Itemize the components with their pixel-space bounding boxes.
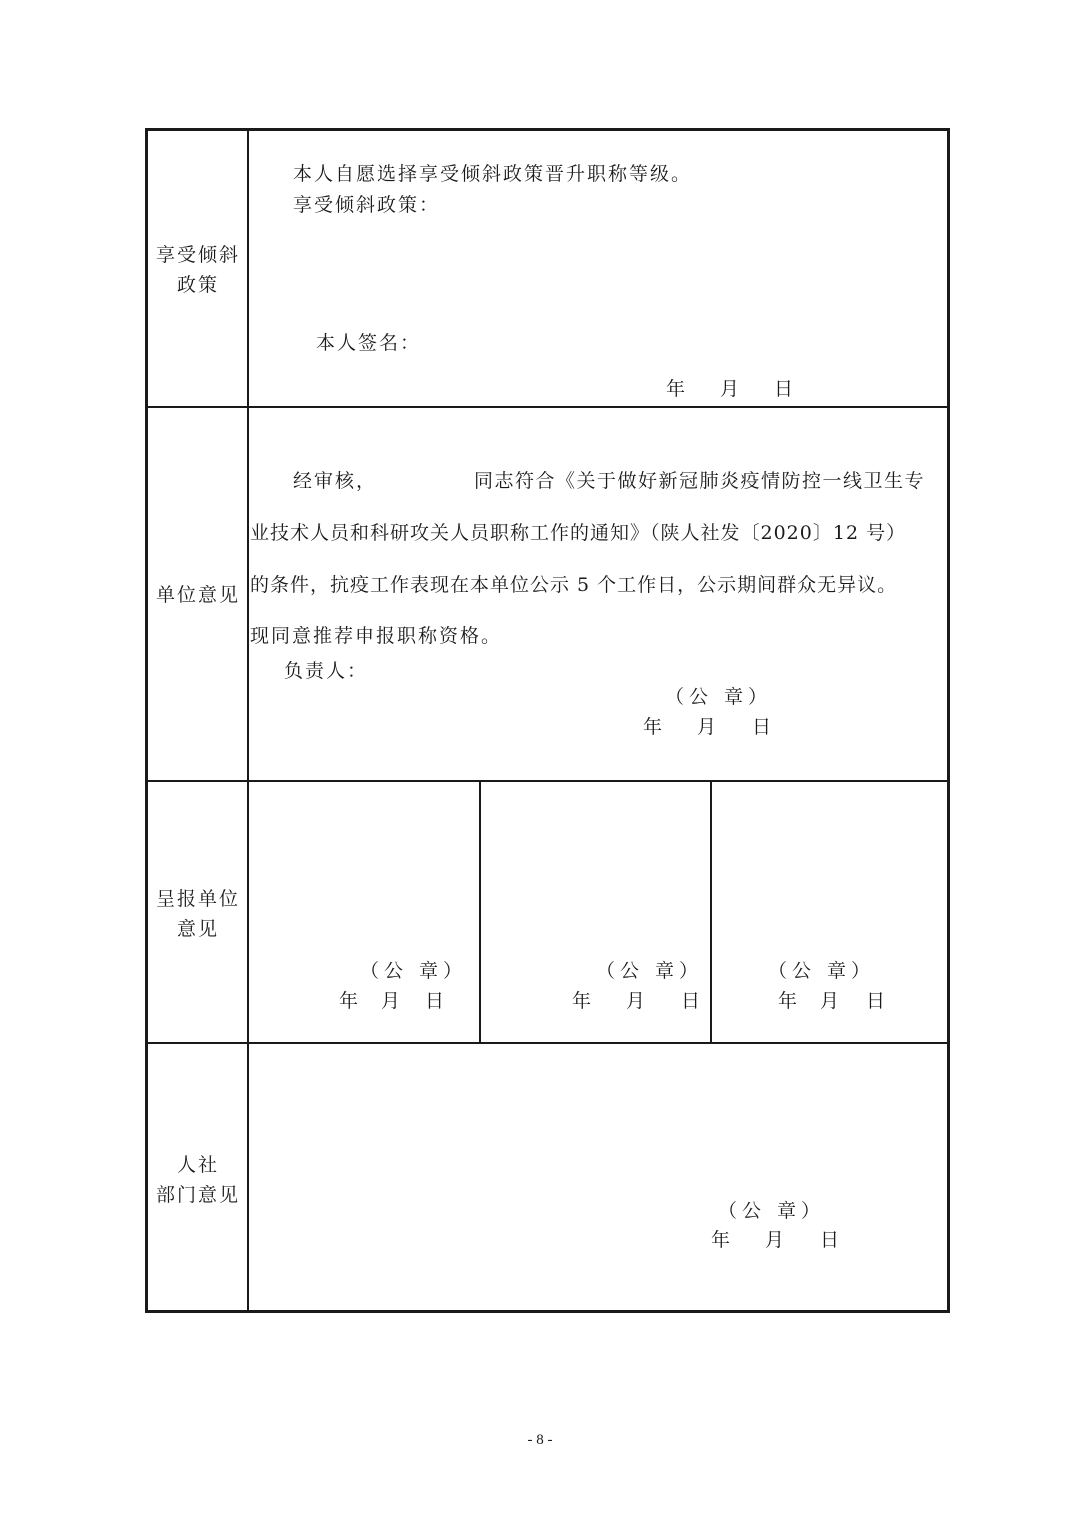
- policy-date-day: 日: [774, 378, 794, 400]
- form-table: [145, 128, 950, 1313]
- unit-opinion-seal: （公 章）: [665, 686, 773, 708]
- row-divider-3: [147, 1042, 948, 1044]
- submitting-col1-seal: （公 章）: [360, 960, 468, 982]
- unit-opinion-line1-b: 同志符合《关于做好新冠肺炎疫情防控一线卫生专: [474, 470, 926, 492]
- submitting-col2-seal: （公 章）: [596, 960, 704, 982]
- submitting-col3-year: 年: [778, 990, 798, 1012]
- policy-date-month: 月: [720, 378, 740, 400]
- hr-department-label-line2: 部门意见: [155, 1184, 240, 1206]
- label-column-divider: [247, 130, 249, 1311]
- unit-opinion-label: 单位意见: [155, 584, 240, 606]
- policy-label: [148, 240, 248, 300]
- row-divider-2: [147, 780, 948, 782]
- submitting-col1-month: 月: [381, 990, 401, 1012]
- submitting-col-divider-1: [479, 781, 481, 1043]
- submitting-col-divider-2: [710, 781, 712, 1043]
- hr-department-date-year: 年: [711, 1229, 731, 1251]
- unit-opinion-date-month: 月: [697, 716, 717, 738]
- signature-label: 本人签名：: [316, 332, 422, 354]
- policy-label-line2: 政策: [176, 274, 219, 296]
- policy-statement: 本人自愿选择享受倾斜政策晋升职称等级。: [293, 163, 693, 185]
- submitting-unit-label: [148, 884, 248, 944]
- policy-date-year: 年: [666, 378, 686, 400]
- hr-department-label: [148, 1150, 248, 1210]
- policy-prompt: 享受倾斜政策：: [293, 194, 441, 216]
- page-number: - 8 -: [527, 1432, 553, 1448]
- submitting-col2-year: 年: [572, 990, 592, 1012]
- row-divider-1: [147, 406, 948, 408]
- submitting-col2-day: 日: [681, 990, 701, 1012]
- submitting-col1-day: 日: [425, 990, 445, 1012]
- submitting-col3-month: 月: [820, 990, 840, 1012]
- unit-opinion-date-day: 日: [752, 716, 772, 738]
- submitting-col3-day: 日: [866, 990, 886, 1012]
- responsible-label: 负责人：: [284, 660, 369, 682]
- submitting-col2-month: 月: [626, 990, 646, 1012]
- hr-department-seal: （公 章）: [718, 1200, 826, 1222]
- hr-department-label-line1: 人社: [176, 1154, 219, 1176]
- submitting-col3-seal: （公 章）: [768, 960, 876, 982]
- unit-opinion-line4: 现同意推荐申报职称资格。: [250, 625, 503, 647]
- unit-opinion-line3: 的条件，抗疫工作表现在本单位公示 5 个工作日，公示期间群众无异议。: [250, 574, 898, 596]
- submitting-unit-label-line2: 意见: [176, 918, 219, 940]
- submitting-unit-label-line1: 呈报单位: [155, 888, 240, 910]
- policy-label-line1: 享受倾斜: [155, 244, 240, 266]
- unit-opinion-line2: 业技术人员和科研攻关人员职称工作的通知》（陕人社发〔2020〕12 号）: [250, 522, 907, 544]
- hr-department-date-month: 月: [765, 1229, 785, 1251]
- hr-department-date-day: 日: [820, 1229, 840, 1251]
- unit-opinion-date-year: 年: [643, 716, 663, 738]
- unit-opinion-line1-a: 经审核，: [293, 470, 378, 492]
- submitting-col1-year: 年: [339, 990, 359, 1012]
